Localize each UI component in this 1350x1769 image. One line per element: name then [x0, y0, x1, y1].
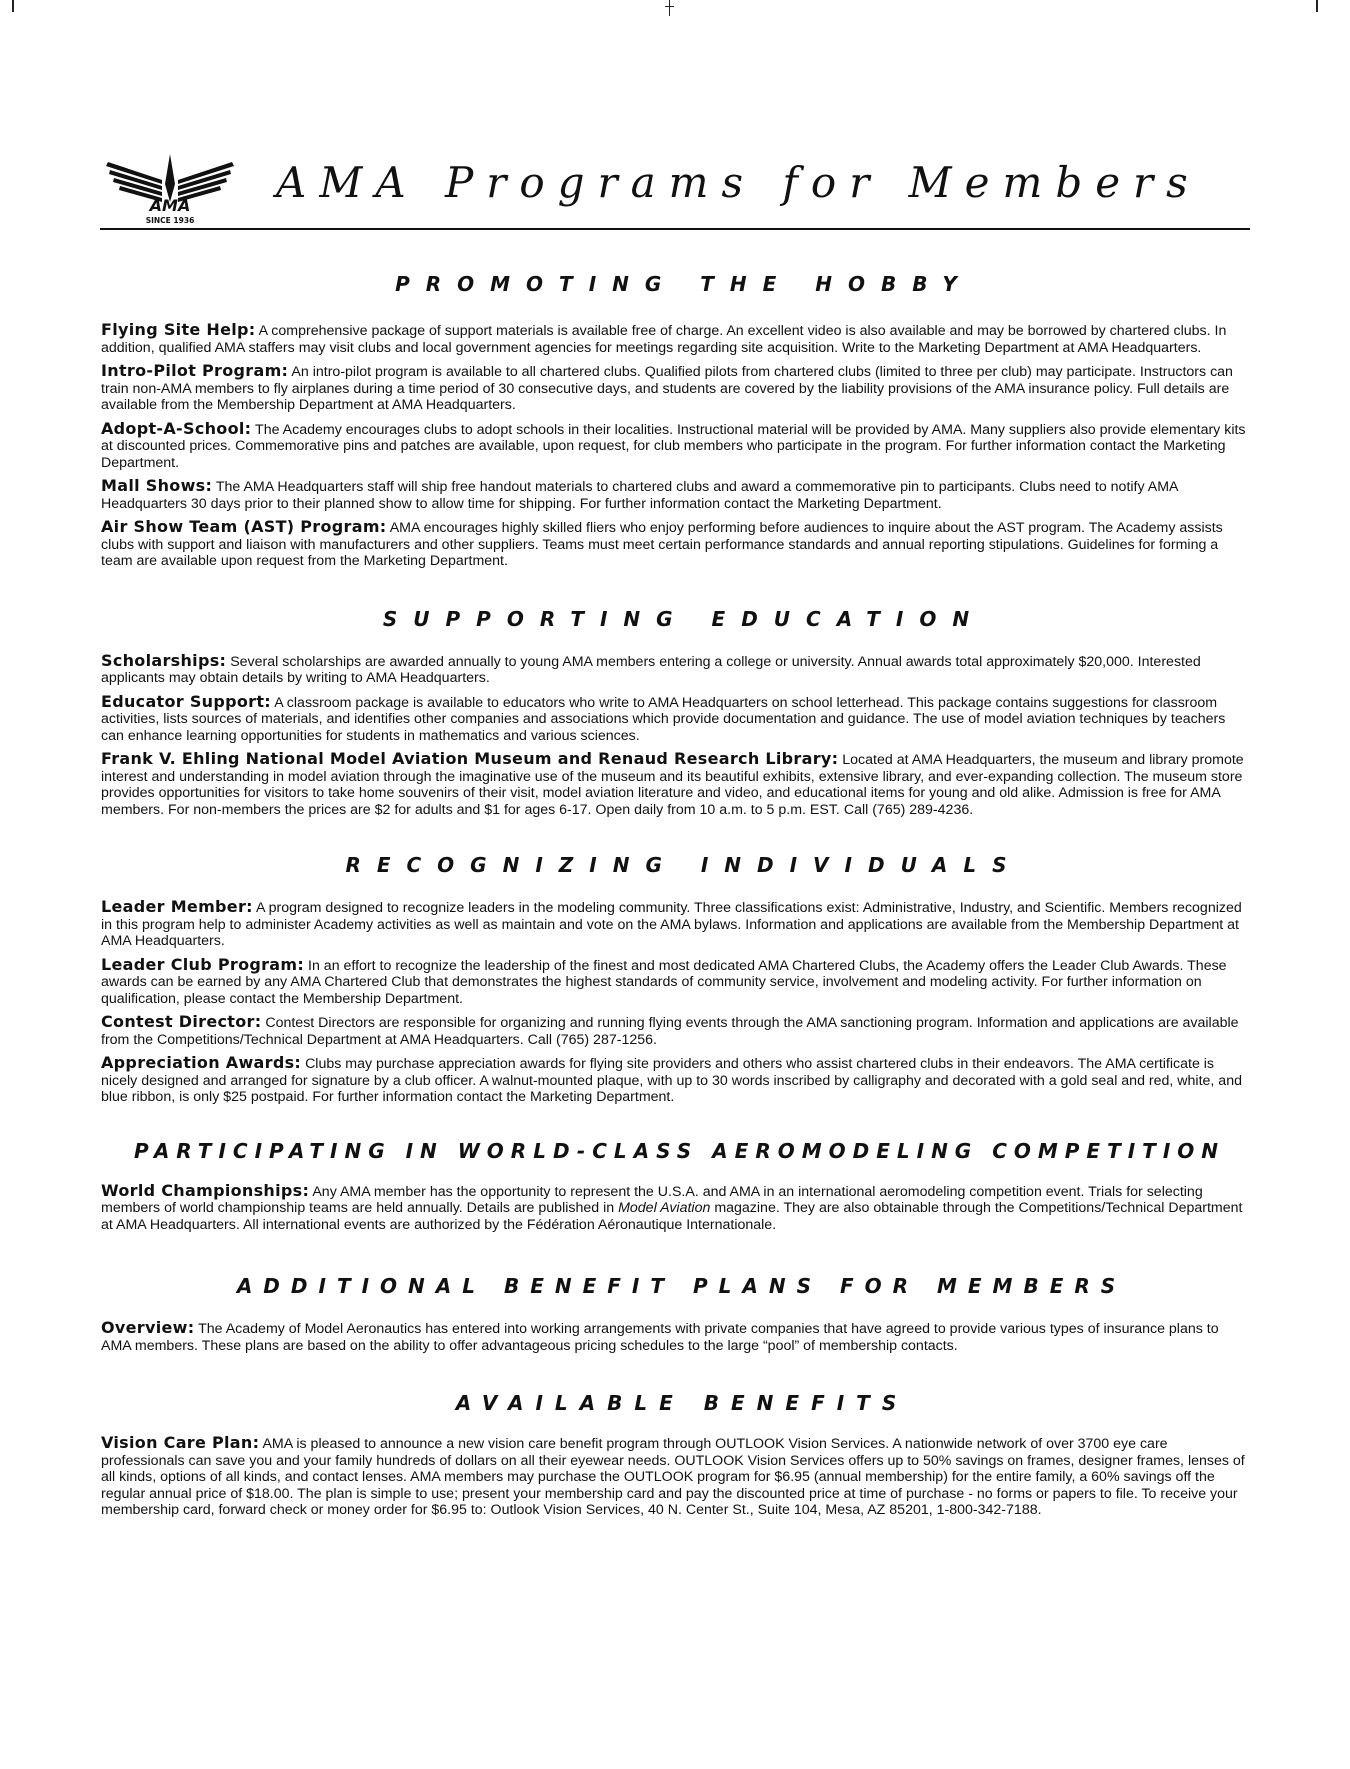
entry-term: Leader Member:: [101, 897, 253, 916]
crop-mark-right: [1316, 0, 1318, 12]
entry-term: Intro-Pilot Program:: [101, 361, 289, 380]
entry-intro-pilot: [101, 363, 1251, 414]
header-rule: [100, 228, 1250, 230]
section-heading-education: SUPPORTING EDUCATION: [382, 606, 986, 631]
crop-mark-left: [12, 0, 14, 12]
section-heading-available-benefits: AVAILABLE BENEFITS: [455, 1391, 909, 1415]
entry-text: The AMA Headquarters staff will ship free handout materials to chartered clubs and award a commemorative pin to participants. Clubs need to notify AMA Headquarters 30 days prior to their planned show to allow time for shipping. For further information contact the Marketing Department.: [101, 479, 1178, 512]
entry-term: Educator Support:: [101, 691, 272, 711]
section-heading-recognizing: RECOGNIZING INDIVIDUALS: [345, 853, 1023, 877]
entry-flying-site-help: [101, 322, 1251, 356]
entry-text: The Academy of Model Aeronautics has entered into working arrangements with private companies that have agreed to provide various types of insurance plans to AMA members. These plans are based on the ability to offer advantageous pricing schedules to the large “pool” of membership contacts.: [101, 1321, 1219, 1354]
entry-term: Air Show Team (AST) Program:: [101, 517, 387, 536]
entry-term: Scholarships:: [101, 650, 227, 670]
entry-text: Clubs may purchase appreciation awards for flying site providers and others who assist chartered clubs in their endeavors. The AMA certificate is nicely designed and arranged for signature by a club officer. A walnut-mounted plaque, with up to 30 words inscribed by calligraphy and decorated with a gold seal and red, white, and blue ribbon, is only $25 postpaid. For further information contact the Marketing Department.: [101, 1056, 1242, 1105]
section-heading-competition: PARTICIPATING IN WORLD-CLASS AEROMODELING COMPETITION: [134, 1138, 1225, 1163]
entry-term: Appreciation Awards:: [101, 1053, 302, 1072]
entry-term: Leader Club Program:: [101, 954, 305, 974]
entry-mall-shows: [101, 478, 1251, 512]
entry-term: Flying Site Help:: [101, 320, 256, 339]
ama-logo: [100, 154, 240, 226]
entry-vision-care-plan: [101, 1435, 1251, 1519]
entry-term: Mall Shows:: [101, 476, 213, 495]
crop-mark-center: [669, 0, 670, 16]
entry-text: AMA encourages highly skilled fliers who enjoy performing before audiences to inquire about the AST program. The Academy assists clubs with support and liaison with manufacturers and other suppliers. Teams must meet certain performance standards and annual reporting stipulations. Guidelines for forming a team are available upon request from the Marketing Department.: [101, 520, 1223, 569]
entry-text: A comprehensive package of support materials is available free of charge. An excellent video is also available and may be borrowed by chartered clubs. In addition, qualified AMA staffers may visit clubs and local government agencies for meetings regarding site acquisition. Write to the Marketing Department at AMA Headquarters.: [101, 323, 1227, 356]
entry-museum-library: [101, 751, 1251, 818]
page-title: AMA Programs for Members: [276, 158, 1201, 207]
section-heading-promoting: PROMOTING THE HOBBY: [395, 272, 973, 296]
entry-text: AMA is pleased to announce a new vision care benefit program through OUTLOOK Vision Services. A nationwide network of over 3700 eye care professionals can save you and your family hundreds of dollars on all their eyewear needs. OUTLOOK Vision Services offers up to 50% savings on frames, designer frames, lenses of all kinds, options of all kinds, and contact lenses. AMA members may purchase the OUTLOOK program for $6.95 (annual membership) for the entire family, a 60% savings off the regular annual price of $18.00. The plan is simple to use; present your membership card and pay the discounted price at time of purchase - no forms or papers to file. To receive your membership card, forward check or money order for $6.95 to: Outlook Vision Services, 40 N. Center St., Suite 104, Mesa, AZ 85201, 1-800-342-7188.: [101, 1436, 1245, 1518]
entry-text: A program designed to recognize leaders in the modeling community. Three classifications exist: Administrative, Industry, and Scientific. Members recognized in this program help to administer Academy activities as well as maintain and vote on the AMA bylaws. Information and applications are available from the Membership Department at AMA Headquarters.: [101, 900, 1242, 949]
entry-text: Several scholarships are awarded annually to young AMA members entering a college or university. Annual awards total approximately $20,000. Interested applicants may obtain details by writing to AMA Headquarters.: [101, 653, 1201, 686]
entry-text: An intro-pilot program is available to all chartered clubs. Qualified pilots from chartered clubs (limited to three per club) may participate. Instructors can train non-AMA members to fly airplanes during a time period of 30 consecutive days, and students are covered by the liability provisions of the AMA insurance policy. Full details are available from the Membership Department at AMA Headquarters.: [101, 364, 1233, 413]
document-body: [101, 272, 1251, 1526]
entry-appreciation-awards: [101, 1055, 1251, 1106]
entry-term: Overview:: [101, 1318, 195, 1337]
entry-scholarships: [101, 650, 1251, 687]
entry-text: A classroom package is available to educators who write to AMA Headquarters on school letterhead. This package contains suggestions for classroom activities, lists sources of materials, and identifies other companies and associations which provide documentation and guidance. The use of model aviation techniques by teachers can enhance learning opportunities for students in mathematics and various sciences.: [101, 694, 1226, 744]
section-heading-benefit-plans: ADDITIONAL BENEFIT PLANS FOR MEMBERS: [236, 1274, 1127, 1298]
entry-term: Adopt-A-School:: [101, 418, 252, 438]
entry-leader-club: [101, 954, 1251, 1008]
page-header: [100, 148, 1250, 232]
entry-air-show-team: [101, 519, 1251, 570]
entry-overview: [101, 1320, 1251, 1354]
entry-text: Any AMA member has the opportunity to represent the U.S.A. and AMA in an international aeromodeling competition event. Trials for selecting members of world championship teams are held annually. Details are published in: [101, 1183, 1203, 1216]
entry-term: World Championships:: [101, 1180, 310, 1200]
entry-text: magazine. They are also obtainable through the Competitions/Technical Department at AMA Headquarters. All international events are authorized by the Fédération Aéronautique Internationale.: [101, 1200, 1243, 1233]
entry-text: The Academy encourages clubs to adopt schools in their localities. Instructional material will be provided by AMA. Many suppliers also provide elementary kits at discounted prices. Commemorative pins and patches are available, upon request, for club members who participate in the program. For further information contact the Marketing Department.: [101, 421, 1246, 471]
logo-tagline: SINCE 1936: [145, 216, 195, 225]
entry-contest-director: [101, 1014, 1251, 1048]
entry-leader-member: [101, 899, 1251, 950]
entry-term: Vision Care Plan:: [101, 1433, 260, 1452]
entry-world-championships: [101, 1180, 1251, 1234]
entry-text-italic: Model Aviation: [618, 1200, 711, 1216]
entry-term: Contest Director:: [101, 1012, 262, 1031]
entry-text: In an effort to recognize the leadership of the finest and most dedicated AMA Chartered Clubs, the Academy offers the Leader Club Awards. These awards can be earned by any AMA Chartered Club that demonstrates the highest standards of community service, involvement and modeling activity. For further information on qualification, please contact the Membership Department.: [101, 957, 1227, 1007]
entry-term: Frank V. Ehling National Model Aviation Museum and Renaud Research Library:: [101, 749, 839, 768]
entry-text: Contest Directors are responsible for organizing and running flying events through the AMA sanctioning program. Information and applications are available from the Competitions/Technical Department at AMA Headquarters. Call (765) 287-1256.: [101, 1015, 1239, 1048]
entry-educator-support: [101, 691, 1251, 745]
logo-text: AMA: [149, 196, 191, 215]
entry-adopt-a-school: [101, 418, 1251, 472]
entry-text: Located at AMA Headquarters, the museum and library promote interest and understanding in model aviation through the imaginative use of the museum and its beautiful exhibits, extensive library, and ever-expanding collection. The museum store provides opportunities for visitors to take home souvenirs of their visit, model aviation literature and video, and educational items for young and old alike. Admission is free for AMA members. For non-members the prices are $2 for adults and $1 for ages 6-17. Open daily from 10 a.m. to 5 p.m. EST. Call (765) 289-4236.: [101, 752, 1244, 818]
